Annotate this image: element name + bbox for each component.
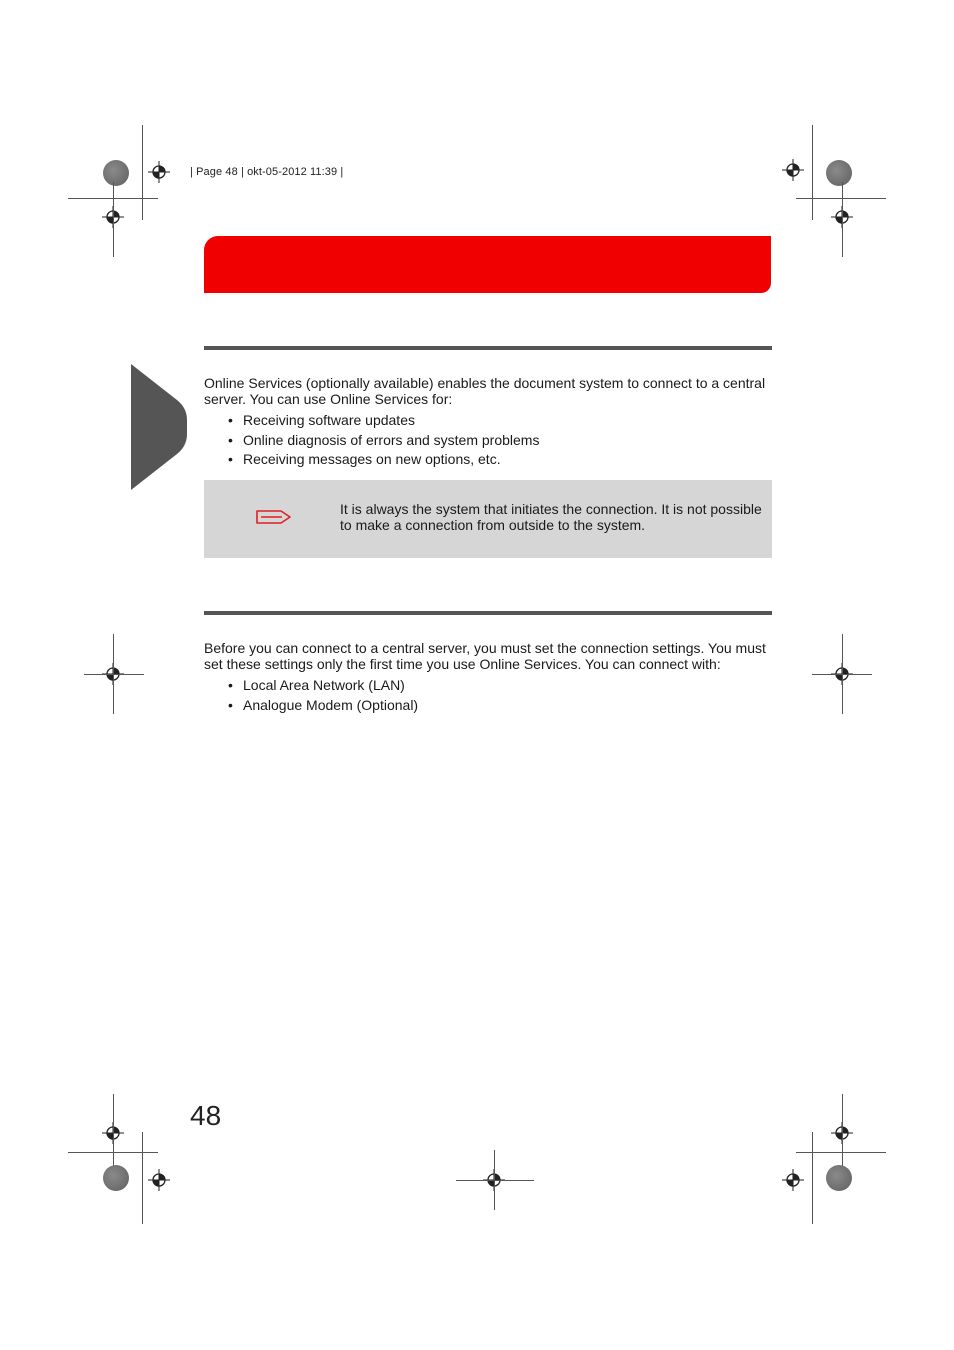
registration-crosshair-icon: [782, 1169, 804, 1191]
section-rule: [204, 346, 772, 350]
registration-dot: [103, 1165, 129, 1191]
uses-list: [228, 411, 539, 470]
list-item: • Receiving messages on new options, etc.: [228, 451, 501, 467]
pen-icon: [255, 508, 293, 526]
page-number: 48: [190, 1100, 222, 1131]
list-item: • Online diagnosis of errors and system problems: [228, 431, 540, 448]
registration-crosshair-icon: [782, 159, 804, 181]
registration-dot: [826, 1165, 852, 1191]
chapter-tab-icon: [131, 364, 187, 490]
section-rule: [204, 611, 772, 615]
list-item: • Analogue Modem (Optional): [228, 696, 419, 713]
registration-dot: [826, 160, 852, 186]
connection-list: [228, 676, 418, 715]
note-text: It is always the system that initiates the connection. It is not possible to make a connection from outside to the system.: [340, 501, 762, 533]
list-item: • Receiving software updates: [228, 412, 415, 428]
print-slug: | Page 48 | okt-05-2012 11:39 |: [190, 166, 344, 178]
registration-crosshair-icon: [148, 1169, 170, 1191]
registration-dot: [103, 160, 129, 186]
intro-paragraph: Online Services (optionally available) enables the document system to connect to a central server. You can use Online Services for:: [204, 375, 766, 407]
chapter-banner: [204, 236, 771, 293]
settings-paragraph: Before you can connect to a central server, you must set the connection settings. You must set these settings only the first time you use Online Services. You can connect with:: [204, 640, 766, 672]
registration-crosshair-icon: [148, 161, 170, 183]
list-item: • Local Area Network (LAN): [228, 677, 405, 693]
